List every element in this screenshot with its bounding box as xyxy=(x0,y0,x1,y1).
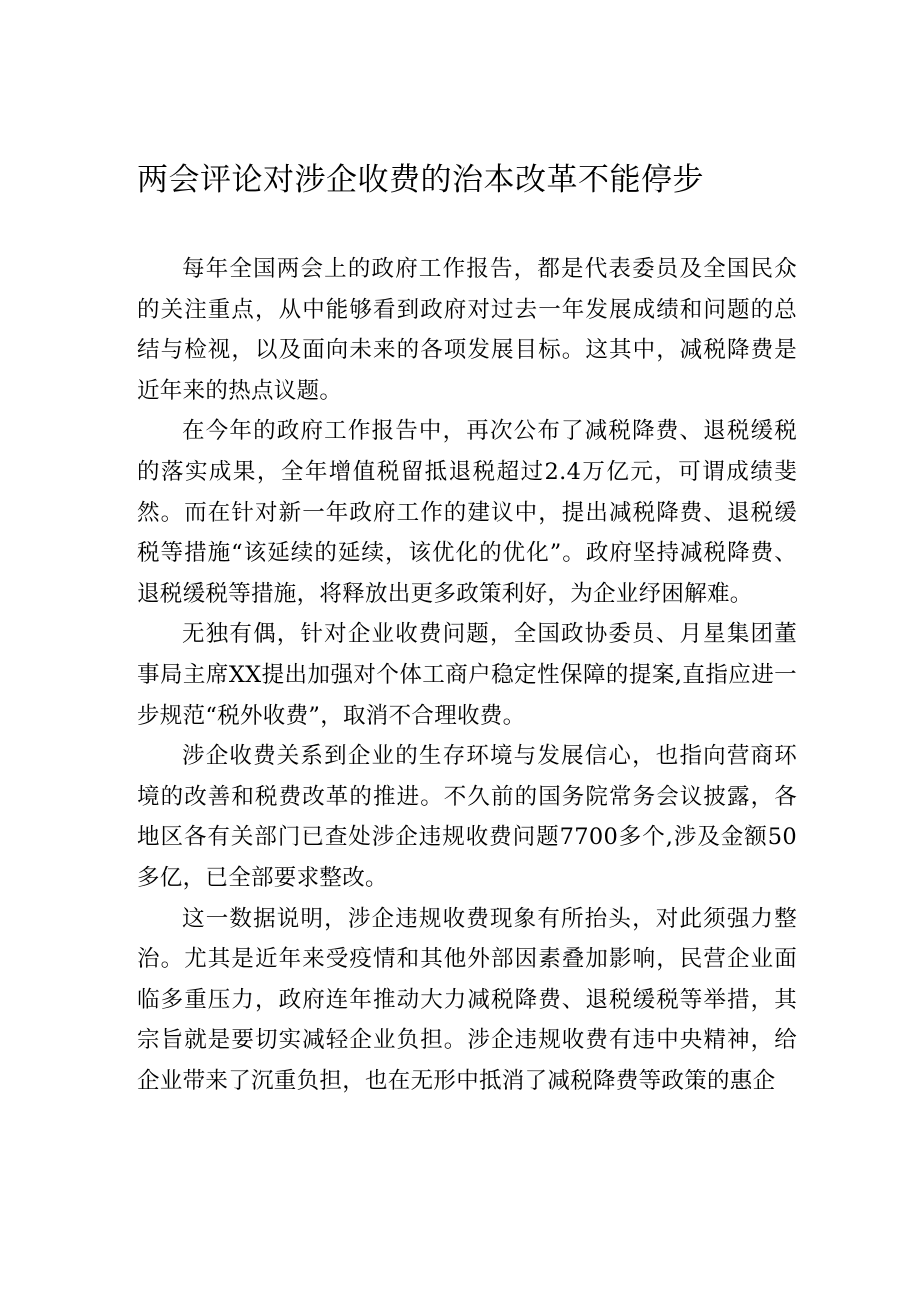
paragraph-5: 这一数据说明，涉企违规收费现象有所抬头，对此须强力整治。尤其是近年来受疫情和其他外部因素叠加影响，民营企业面临多重压力，政府连年推动大力减税降费、退税缓税等举措，其宗旨就是要切实减轻企业负担。涉企违规收费有违中央精神，给企业带来了沉重负担，也在无形中抵消了减税降费等政策的惠企 xyxy=(137,905,797,1094)
paragraph-2: 在今年的政府工作报告中，再次公布了减税降费、退税缓税的落实成果，全年增值税留抵退税超过2.4万亿元，可谓成绩斐然。而在针对新一年政府工作的建议中，提出减税降费、退税缓税等措施“该延续的延续，该优化的优化”。政府坚持减税降费、退税缓税等措施，将释放出更多政策利好，为企业纾困解难。 xyxy=(137,418,797,607)
paragraph-3: 无独有偶，针对企业收费问题，全国政协委员、月星集团董事局主席XX提出加强对个体工商户稳定性保障的提案,直指应进一步规范“税外收费”，取消不合理收费。 xyxy=(137,621,797,729)
document-body xyxy=(137,249,797,1101)
paragraph-4: 涉企收费关系到企业的生存环境与发展信心，也指向营商环境的改善和税费改革的推进。不久前的国务院常务会议披露，各地区各有关部门已查处涉企违规收费问题7700多个,涉及金额50多亿，已全部要求整改。 xyxy=(137,743,797,891)
paragraph-1: 每年全国两会上的政府工作报告，都是代表委员及全国民众的关注重点，从中能够看到政府对过去一年发展成绩和问题的总结与检视，以及面向未来的各项发展目标。这其中，减税降费是近年来的热点议题。 xyxy=(137,256,797,404)
document-title: 两会评论对涉企收费的治本改革不能停步 xyxy=(137,162,704,198)
